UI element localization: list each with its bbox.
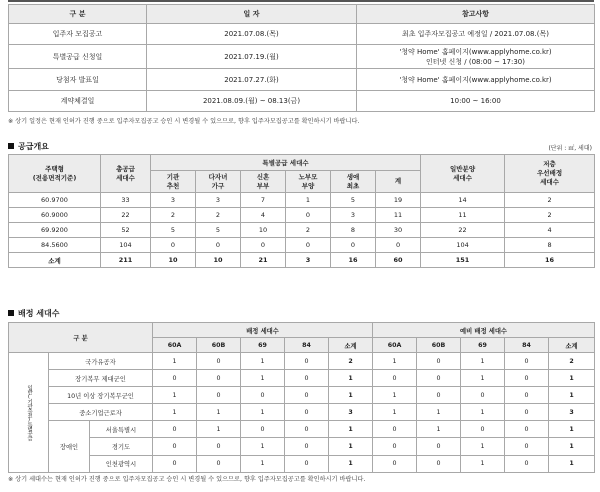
table-cell: 2	[505, 193, 595, 208]
reserve-cell: 0	[417, 438, 461, 455]
assigned-cell: 1	[241, 438, 285, 455]
table-cell: 2	[196, 208, 241, 223]
assigned-cell: 1	[241, 370, 285, 387]
header-assigned: 배정 세대수	[153, 323, 373, 338]
assigned-cell: 1	[329, 455, 373, 472]
reserve-cell: 0	[505, 404, 549, 421]
total-cell: 151	[421, 253, 505, 268]
reserve-cell: 0	[373, 455, 417, 472]
table-row	[9, 208, 595, 223]
header-priority: 저층 우선배정 세대수	[505, 155, 595, 193]
reserve-cell: 0	[417, 370, 461, 387]
assigned-cell: 0	[197, 438, 241, 455]
table-cell: 84.5600	[9, 238, 101, 253]
reserve-cell: 0	[461, 421, 505, 438]
total-cell: 10	[151, 253, 196, 268]
header-category: 구 분	[9, 5, 147, 24]
bullet-square-icon	[8, 310, 14, 316]
table-row	[9, 238, 595, 253]
group-label-text: 일반(기관추천)특별공급	[26, 385, 32, 440]
note-line: 인터넷 신청 / (08:00 ~ 17:30)	[426, 57, 525, 66]
table-cell: 5	[331, 193, 376, 208]
total-cell: 10	[196, 253, 241, 268]
assigned-cell: 0	[197, 353, 241, 370]
table-cell: 0	[331, 238, 376, 253]
table-cell: 104	[421, 238, 505, 253]
table-cell: 4	[505, 223, 595, 238]
table-cell: 0	[241, 238, 286, 253]
total-cell: 16	[505, 253, 595, 268]
header-special: 특별공급 세대수	[151, 155, 421, 171]
table-row	[9, 24, 595, 45]
assigned-cell: 0	[241, 387, 285, 404]
row-label: 국가유공자	[49, 353, 153, 370]
table-row	[9, 370, 595, 387]
table-row	[9, 353, 595, 370]
header-special-sub: 노부모 부양	[286, 171, 331, 193]
assigned-cell: 0	[197, 370, 241, 387]
table-row	[9, 69, 595, 91]
header-note: 참고사항	[357, 5, 595, 24]
table-cell: 10	[241, 223, 286, 238]
header-general: 일반분양 세대수	[421, 155, 505, 193]
assigned-cell: 0	[153, 455, 197, 472]
reserve-cell: 0	[505, 387, 549, 404]
disabled-regions	[90, 421, 152, 472]
reserve-cell: 0	[417, 353, 461, 370]
assigned-cell: 0	[285, 438, 329, 455]
total-cell: 21	[241, 253, 286, 268]
header-col: 60A	[373, 338, 417, 353]
row-label: 10년 이상 장기복무군인	[49, 387, 153, 404]
reserve-cell: 1	[549, 438, 595, 455]
reserve-cell: 0	[505, 438, 549, 455]
header-col: 60A	[153, 338, 197, 353]
assigned-cell: 1	[197, 404, 241, 421]
table-cell: 3	[151, 193, 196, 208]
table-row	[9, 193, 595, 208]
reserve-cell: 0	[373, 421, 417, 438]
header-col: 60B	[417, 338, 461, 353]
assigned-cell: 1	[197, 421, 241, 438]
table-cell: 4	[241, 208, 286, 223]
table-cell: 5	[151, 223, 196, 238]
reserve-cell: 3	[549, 404, 595, 421]
region-label: 경기도	[90, 438, 152, 455]
table-row	[9, 91, 595, 112]
header-col: 소계	[549, 338, 595, 353]
assigned-cell: 0	[285, 353, 329, 370]
assigned-cell: 1	[153, 404, 197, 421]
reserve-cell: 0	[461, 387, 505, 404]
table-cell: 5	[196, 223, 241, 238]
assigned-cell: 0	[153, 438, 197, 455]
allocation-body	[9, 353, 595, 473]
schedule-footnote: ※ 상기 일정은 현재 인허가 진행 중으로 입주자모집공고 승인 시 변경될 수 있으므로, 향후 입주자모집공고를 확인하시기 바랍니다.	[8, 118, 360, 125]
header-special-sub: 신혼 부부	[241, 171, 286, 193]
row-note: 10:00 ~ 16:00	[357, 91, 595, 112]
reserve-cell: 1	[549, 455, 595, 472]
table-cell: 0	[286, 238, 331, 253]
total-cell: 16	[331, 253, 376, 268]
table-cell: 60.9000	[9, 208, 101, 223]
row-note: 최초 입주자모집공고 예정일 / 2021.07.08.(목)	[357, 24, 595, 45]
row-note	[357, 45, 595, 69]
header-date: 일 자	[147, 5, 357, 24]
table-cell: 2	[151, 208, 196, 223]
table-cell: 19	[376, 193, 421, 208]
assigned-cell: 0	[285, 370, 329, 387]
row-date: 2021.07.08.(목)	[147, 24, 357, 45]
header-total: 총공급 세대수	[101, 155, 151, 193]
section-title-text: 배정 세대수	[18, 309, 60, 318]
total-cell: 3	[286, 253, 331, 268]
allocation-footnote: ※ 상기 세대수는 현재 인허가 진행 중으로 입주자모집공고 승인 시 변경될 수 있으므로, 향후 입주자모집공고를 확인하시기 바랍니다.	[8, 476, 366, 483]
reserve-cell: 1	[373, 404, 417, 421]
header-special-sub: 다자녀 가구	[196, 171, 241, 193]
reserve-cell: 1	[461, 455, 505, 472]
top-rule	[8, 0, 594, 2]
assigned-cell: 1	[329, 370, 373, 387]
table-cell: 0	[196, 238, 241, 253]
total-cell: 211	[101, 253, 151, 268]
header-col: 69	[461, 338, 505, 353]
header-reserve: 예비 배정 세대수	[373, 323, 595, 338]
assigned-cell: 0	[285, 455, 329, 472]
row-date: 2021.07.19.(월)	[147, 45, 357, 69]
table-cell: 104	[101, 238, 151, 253]
table-row	[9, 387, 595, 404]
table-cell: 8	[505, 238, 595, 253]
reserve-cell: 1	[461, 353, 505, 370]
table-cell: 69.9200	[9, 223, 101, 238]
row-label: 장기복무 제대군인	[49, 370, 153, 387]
assigned-cell: 0	[285, 404, 329, 421]
table-cell: 3	[196, 193, 241, 208]
reserve-cell: 1	[373, 387, 417, 404]
reserve-cell: 1	[417, 404, 461, 421]
assigned-cell: 0	[285, 421, 329, 438]
row-label: 계약체결일	[9, 91, 147, 112]
reserve-cell: 0	[505, 370, 549, 387]
assigned-cell: 1	[329, 438, 373, 455]
reserve-cell: 1	[373, 353, 417, 370]
note-line: '청약 Home' 홈페이지(www.applyhome.co.kr)	[399, 47, 552, 56]
reserve-cell: 1	[461, 438, 505, 455]
reserve-cell: 0	[505, 421, 549, 438]
reserve-cell: 0	[505, 353, 549, 370]
table-cell: 2	[505, 208, 595, 223]
reserve-cell: 1	[549, 370, 595, 387]
schedule-table	[8, 4, 595, 112]
total-cell: 60	[376, 253, 421, 268]
reserve-cell: 0	[505, 455, 549, 472]
supply-table	[8, 154, 595, 268]
table-cell: 0	[376, 238, 421, 253]
table-cell: 11	[421, 208, 505, 223]
assigned-cell: 3	[329, 404, 373, 421]
region-label: 서울특별시	[90, 421, 152, 438]
assigned-cell: 1	[241, 353, 285, 370]
row-label: 입주자 모집공고	[9, 24, 147, 45]
table-row	[9, 223, 595, 238]
region-label: 인천광역시	[105, 461, 137, 469]
table-cell: 60.9700	[9, 193, 101, 208]
reserve-cell: 0	[373, 438, 417, 455]
reserve-cell: 1	[417, 421, 461, 438]
table-cell: 3	[331, 208, 376, 223]
supply-section-title	[8, 141, 49, 152]
table-row	[9, 45, 595, 69]
unit-label: (단위 : ㎡, 세대)	[548, 145, 592, 152]
row-date: 2021.07.27.(화)	[147, 69, 357, 91]
total-row	[9, 253, 595, 268]
header-col: 소계	[329, 338, 373, 353]
reserve-cell: 2	[549, 353, 595, 370]
table-cell: 7	[241, 193, 286, 208]
header-type: 주택형 (전용면적기준)	[9, 155, 101, 193]
assigned-cell: 0	[197, 455, 241, 472]
reserve-cell: 1	[549, 421, 595, 438]
assigned-cell: 1	[153, 353, 197, 370]
row-date: 2021.08.09.(월) ~ 08.13(금)	[147, 91, 357, 112]
header-special-sub: 계	[376, 171, 421, 193]
supply-body	[9, 193, 595, 253]
table-cell: 2	[286, 223, 331, 238]
assigned-cell: 1	[241, 455, 285, 472]
header-col: 84	[285, 338, 329, 353]
assigned-cell: 0	[153, 421, 197, 438]
header-category: 구 분	[9, 323, 153, 353]
table-cell: 0	[151, 238, 196, 253]
allocation-section-title	[8, 308, 59, 319]
bullet-square-icon	[8, 143, 14, 149]
row-note: '청약 Home' 홈페이지(www.applyhome.co.kr)	[357, 69, 595, 91]
assigned-cell: 1	[153, 387, 197, 404]
table-row	[9, 421, 595, 438]
reserve-cell: 0	[417, 455, 461, 472]
group-label	[9, 353, 49, 473]
reserve-cell: 0	[373, 370, 417, 387]
disabled-group	[49, 421, 153, 473]
header-col: 60B	[197, 338, 241, 353]
table-cell: 8	[331, 223, 376, 238]
reserve-cell: 1	[461, 370, 505, 387]
reserve-cell: 1	[461, 404, 505, 421]
disabled-label: 장애인	[49, 421, 90, 472]
table-cell: 22	[101, 208, 151, 223]
reserve-cell: 0	[417, 387, 461, 404]
assigned-cell: 0	[153, 370, 197, 387]
row-label: 특별공급 신청일	[9, 45, 147, 69]
table-row	[9, 404, 595, 421]
allocation-table	[8, 322, 595, 473]
section-title-text: 공급개요	[18, 142, 49, 151]
table-cell: 30	[376, 223, 421, 238]
header-col: 69	[241, 338, 285, 353]
assigned-cell: 1	[241, 404, 285, 421]
assigned-cell: 0	[241, 421, 285, 438]
table-cell: 52	[101, 223, 151, 238]
table-cell: 11	[376, 208, 421, 223]
disabled-group-inner	[49, 421, 152, 472]
assigned-cell: 0	[285, 387, 329, 404]
row-label: 당첨자 발표일	[9, 69, 147, 91]
table-cell: 33	[101, 193, 151, 208]
table-cell: 1	[286, 193, 331, 208]
table-cell: 22	[421, 223, 505, 238]
assigned-cell: 2	[329, 353, 373, 370]
assigned-cell: 1	[329, 421, 373, 438]
assigned-cell: 1	[329, 387, 373, 404]
header-col: 84	[505, 338, 549, 353]
header-special-sub: 기관 추천	[151, 171, 196, 193]
table-cell: 14	[421, 193, 505, 208]
row-label: 중소기업근로자	[49, 404, 153, 421]
total-cell: 소계	[9, 253, 101, 268]
header-special-sub: 생애 최초	[331, 171, 376, 193]
assigned-cell: 0	[197, 387, 241, 404]
reserve-cell: 1	[549, 387, 595, 404]
table-cell: 0	[286, 208, 331, 223]
